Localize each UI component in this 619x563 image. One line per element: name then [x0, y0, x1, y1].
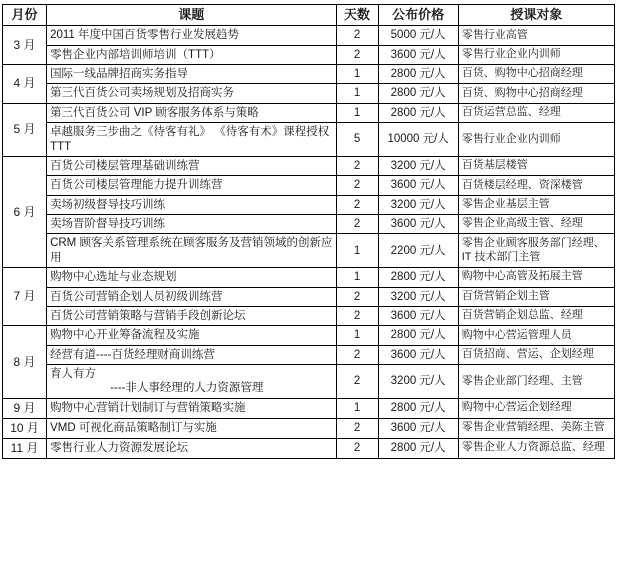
column-header-month: 月份: [3, 5, 47, 26]
days-cell: 1: [336, 84, 378, 103]
audience-cell: 零售企业顾客服务部门经理、IT 技术部门主管: [458, 234, 614, 268]
table-row: [3, 268, 615, 287]
days-cell: 2: [336, 418, 378, 438]
price-cell: 3200 元/人: [378, 195, 458, 214]
topic-cell: 百货公司楼层管理基础训练营: [47, 156, 336, 175]
days-cell: 2: [336, 26, 378, 45]
topic-cell: 购物中心营销计划制订与营销策略实施: [47, 398, 336, 418]
price-cell: 2800 元/人: [378, 103, 458, 122]
topic-cell: VMD 可视化商品策略制订与实施: [47, 418, 336, 438]
days-cell: 2: [336, 345, 378, 364]
audience-cell: 百货基层楼管: [458, 156, 614, 175]
table-row: [3, 103, 615, 122]
topic-cell: 零售企业内部培训师培训（TTT）: [47, 45, 336, 64]
days-cell: 2: [336, 306, 378, 325]
audience-cell: 购物中心营运管理人员: [458, 326, 614, 345]
price-cell: 2800 元/人: [378, 326, 458, 345]
days-cell: 1: [336, 65, 378, 84]
table-row: [3, 234, 615, 268]
table-row: [3, 45, 615, 64]
table-row: [3, 306, 615, 325]
month-cell: 9 月: [3, 398, 47, 418]
days-cell: 2: [336, 287, 378, 306]
price-cell: 3200 元/人: [378, 287, 458, 306]
table-row: [3, 215, 615, 234]
table-row: [3, 365, 615, 399]
topic-cell: 卓越服务三步曲之《待客有礼》 《待客有术》课程授权 TTT: [47, 123, 336, 157]
days-cell: 1: [336, 398, 378, 418]
column-header-topic: 课题: [47, 5, 336, 26]
price-cell: 2800 元/人: [378, 438, 458, 458]
price-cell: 3600 元/人: [378, 176, 458, 195]
month-cell: 8 月: [3, 326, 47, 399]
table-row: [3, 65, 615, 84]
month-cell: 10 月: [3, 418, 47, 438]
topic-cell: 卖场初级督导技巧训练: [47, 195, 336, 214]
month-cell: 11 月: [3, 438, 47, 458]
days-cell: 2: [336, 195, 378, 214]
table-row: [3, 123, 615, 157]
audience-cell: 零售行业企业内训师: [458, 45, 614, 64]
table-row: [3, 156, 615, 175]
topic-cell: [47, 365, 336, 399]
table-row: [3, 26, 615, 45]
column-header-days: 天数: [336, 5, 378, 26]
audience-cell: 零售行业企业内训师: [458, 123, 614, 157]
topic-cell: 第三代百货公司卖场规划及招商实务: [47, 84, 336, 103]
price-cell: 3600 元/人: [378, 215, 458, 234]
month-cell: 4 月: [3, 65, 47, 104]
price-cell: 10000 元/人: [378, 123, 458, 157]
audience-cell: 零售企业人力资源总监、经理: [458, 438, 614, 458]
table-row: [3, 398, 615, 418]
days-cell: 2: [336, 156, 378, 175]
price-cell: 2800 元/人: [378, 268, 458, 287]
audience-cell: 百货运营总监、经理: [458, 103, 614, 122]
table-row: [3, 438, 615, 458]
month-cell: 5 月: [3, 103, 47, 156]
audience-cell: 百货招商、营运、企划经理: [458, 345, 614, 364]
month-cell: 3 月: [3, 26, 47, 65]
price-cell: 5000 元/人: [378, 26, 458, 45]
month-cell: 7 月: [3, 268, 47, 326]
table-row: [3, 84, 615, 103]
audience-cell: 百货营销企划主管: [458, 287, 614, 306]
audience-cell: 百货、购物中心招商经理: [458, 84, 614, 103]
days-cell: 1: [336, 326, 378, 345]
price-cell: 2800 元/人: [378, 398, 458, 418]
price-cell: 2800 元/人: [378, 84, 458, 103]
table-row: [3, 287, 615, 306]
audience-cell: 零售企业部门经理、主管: [458, 365, 614, 399]
topic-cell: 第三代百货公司 VIP 顾客服务体系与策略: [47, 103, 336, 122]
topic-subtext: ----非人事经理的人力资源管理: [110, 382, 264, 395]
table-row: [3, 176, 615, 195]
topic-cell: 百货公司营销策略与营销手段创新论坛: [47, 306, 336, 325]
price-cell: 2800 元/人: [378, 65, 458, 84]
table-row: [3, 345, 615, 364]
audience-cell: 零售企业高级主管、经理: [458, 215, 614, 234]
topic-cell: 购物中心开业筹备流程及实施: [47, 326, 336, 345]
topic-cell: 百货公司楼层管理能力提升训练营: [47, 176, 336, 195]
audience-cell: 购物中心营运企划经理: [458, 398, 614, 418]
table-row: [3, 195, 615, 214]
topic-cell: 经营有道----百货经理财商训练营: [47, 345, 336, 364]
table-header-row: [3, 5, 615, 26]
days-cell: 2: [336, 215, 378, 234]
topic-cell: 零售行业人力资源发展论坛: [47, 438, 336, 458]
audience-cell: 零售行业高管: [458, 26, 614, 45]
price-cell: 3600 元/人: [378, 418, 458, 438]
column-header-price: 公布价格: [378, 5, 458, 26]
price-cell: 3200 元/人: [378, 365, 458, 399]
audience-cell: 购物中心高管及拓展主管: [458, 268, 614, 287]
days-cell: 2: [336, 45, 378, 64]
price-cell: 2200 元/人: [378, 234, 458, 268]
table-body: [3, 26, 615, 459]
month-cell: 6 月: [3, 156, 47, 267]
column-header-audience: 授课对象: [458, 5, 614, 26]
days-cell: 2: [336, 365, 378, 399]
days-cell: 2: [336, 176, 378, 195]
topic-cell: 2011 年度中国百货零售行业发展趋势: [47, 26, 336, 45]
price-cell: 3600 元/人: [378, 306, 458, 325]
days-cell: 1: [336, 103, 378, 122]
audience-cell: 百货、购物中心招商经理: [458, 65, 614, 84]
table-row: [3, 418, 615, 438]
topic-cell: 卖场晋阶督导技巧训练: [47, 215, 336, 234]
table-row: [3, 326, 615, 345]
days-cell: 1: [336, 234, 378, 268]
topic-cell: CRM 顾客关系管理系统在顾客服务及营销领域的创新应用: [47, 234, 336, 268]
table-header: [3, 5, 615, 26]
price-cell: 3600 元/人: [378, 45, 458, 64]
audience-cell: 零售企业营销经理、美陈主管: [458, 418, 614, 438]
audience-cell: 百货营销企划总监、经理: [458, 306, 614, 325]
days-cell: 1: [336, 268, 378, 287]
topic-cell: 购物中心选址与业态规划: [47, 268, 336, 287]
price-cell: 3600 元/人: [378, 345, 458, 364]
topic-cell: 百货公司营销企划人员初级训练营: [47, 287, 336, 306]
audience-cell: 百货楼层经理、资深楼管: [458, 176, 614, 195]
topic-cell: 国际一线品牌招商实务指导: [47, 65, 336, 84]
price-cell: 3200 元/人: [378, 156, 458, 175]
training-schedule-table: [2, 4, 615, 459]
audience-cell: 零售企业基层主管: [458, 195, 614, 214]
days-cell: 2: [336, 438, 378, 458]
topic-text: 育人有方: [50, 368, 97, 380]
days-cell: 5: [336, 123, 378, 157]
